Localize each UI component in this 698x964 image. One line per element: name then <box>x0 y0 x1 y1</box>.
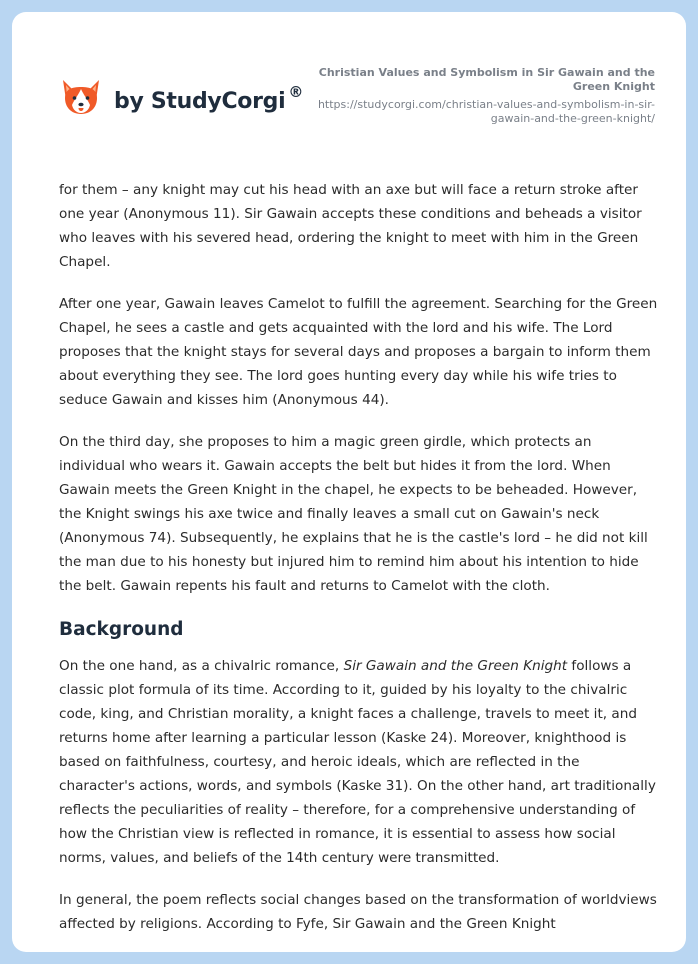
brand-text: by StudyCorgi <box>114 88 286 114</box>
paragraph-4-rest: follows a classic plot formula of its time. According to it, guided by his loyalty to the chivalric code, king, and Christian morality, a knight faces a challenge, travels to meet it, and returns home after learning a particular lesson (Kaske 24). Moreover, knighthood is based on faithfulness, courtesy, and heroic ideals, which are reflected in the character's actions, words, and symbols (Kaske 31). On the other hand, art traditionally reflects the peculiarities of reality – therefore, for a comprehensive understanding of how the Christian view is reflected in romance, it is essential to assess how social norms, values, and beliefs of the 14th century were transmitted. <box>59 658 656 866</box>
brand-name <box>114 82 304 114</box>
paragraph-4-intro: On the one hand, as a chivalric romance, <box>59 658 344 674</box>
paragraph-4 <box>59 654 659 870</box>
studycorgi-logo[interactable] <box>60 76 303 122</box>
corgi-logo-icon <box>60 76 102 122</box>
document-page <box>12 12 686 952</box>
document-url[interactable]: https://studycorgi.com/christian-values-and-symbolism-in-sir-gawain-and-the-green-knight/ <box>317 98 655 125</box>
paragraph-2: After one year, Gawain leaves Camelot to fulfill the agreement. Searching for the Green Chapel, he sees a castle and gets acquainted with the lord and his wife. The Lord proposes that the knight stays for several days and proposes a bargain to inform them about everything they see. The lord goes hunting every day while his wife tries to seduce Gawain and kisses him (Anonymous 44). <box>59 296 658 408</box>
registered-mark: ® <box>288 82 304 101</box>
paragraph-3: On the third day, she proposes to him a magic green girdle, which protects an individual who wears it. Gawain accepts the belt but hides it from the lord. When Gawain meets the Green Knight in the chapel, he expects to be beheaded. However, the Knight swings his axe twice and finally leaves a small cut on Gawain's neck (Anonymous 74). Subsequently, he explains that he is the castle's lord – he did not kill the man due to his honesty but injured him to remind him about his intention to hide the belt. Gawain repents his fault and returns to Camelot with the cloth. <box>59 434 648 594</box>
paragraph-1: for them – any knight may cut his head with an axe but will face a return stroke after one year (Anonymous 11). Sir Gawain accepts these conditions and beheads a visitor who leaves with his severed head, ordering the knight to meet with him in the Green Chapel. <box>59 182 642 270</box>
paragraph-5: In general, the poem reflects social changes based on the transformation of worldviews affected by religions. According to Fyfe, Sir Gawain and the Green Knight <box>59 892 657 932</box>
document-body <box>59 178 659 952</box>
section-heading: Background <box>59 619 184 640</box>
document-title: Christian Values and Symbolism in Sir Gawain and the Green Knight <box>318 66 655 93</box>
page-header <box>12 12 686 162</box>
poem-title-italic: Sir Gawain and the Green Knight <box>343 658 568 674</box>
document-meta <box>315 66 655 126</box>
